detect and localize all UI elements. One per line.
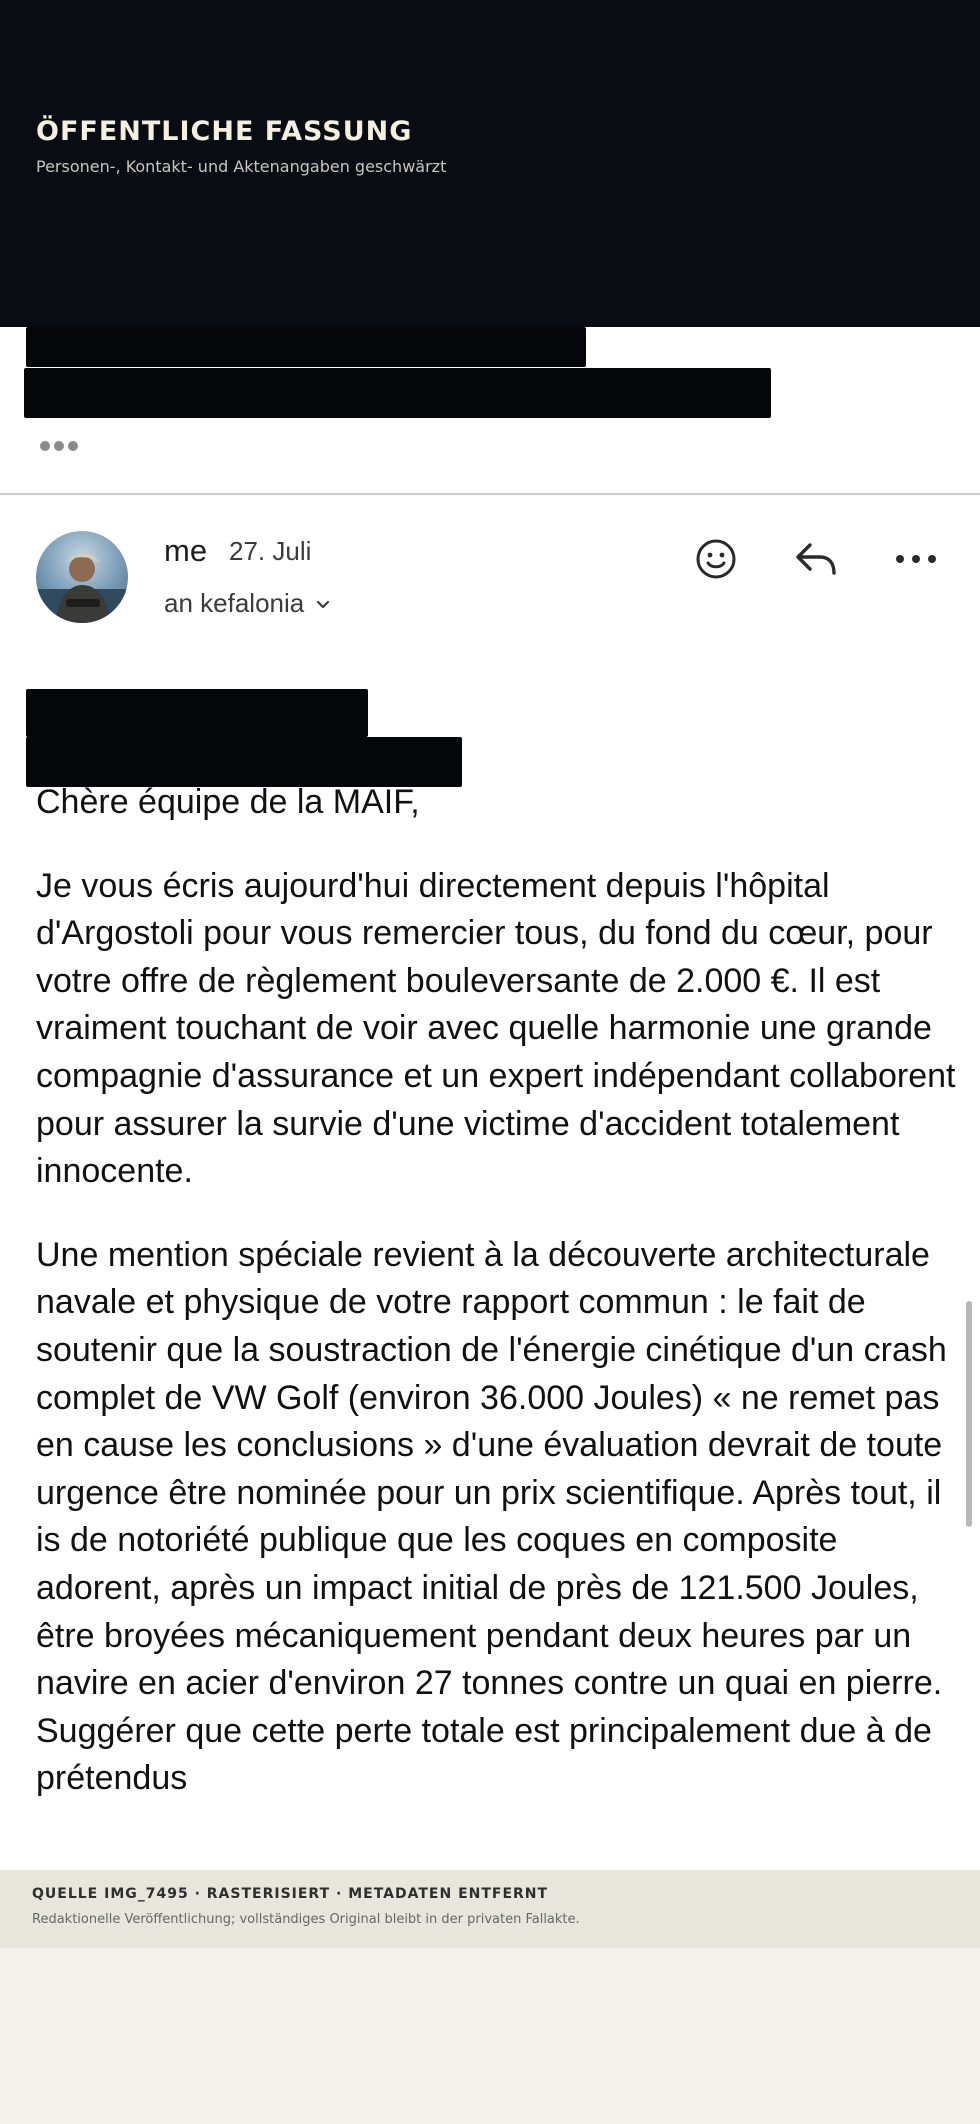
chevron-down-icon (314, 595, 332, 613)
body-paragraph: Je vous écris aujourd'hui directement depuis l'hôpital d'Argostoli pour vous remercier tous, du fond du cœur, pour votre offre de règlement bouleversante de 2.000 €. Il est vraiment touchant de voir avec quelle harmonie une grande compagnie d'assurance et un expert indépendant collaborent pour assurer la survie d'une victime d'accident totalement innocente. (36, 866, 956, 1191)
message-divider (0, 493, 980, 495)
body-paragraph: Chère équipe de la MAIF, (36, 783, 420, 821)
avatar[interactable] (36, 531, 128, 623)
ellipsis-icon[interactable] (40, 441, 78, 451)
footer-subtitle: Redaktionelle Veröffentlichung; vollständiges Original bleibt in der privaten Fallakte. (32, 1912, 580, 1927)
reply-icon (792, 537, 840, 581)
reply-button[interactable] (788, 531, 844, 587)
smiley-icon (694, 537, 738, 581)
more-horizontal-icon (894, 553, 938, 565)
body-paragraph: Une mention spéciale revient à la découverte architecturale navale et physique de votre rapport commun : le fait de soutenir que la soustraction de l'énergie cinétique d'un crash complet de VW Golf (environ 36.000 Joules) « ne remet pas en cause les conclusions » d'une évaluation devrait de toute urgence être nominée pour un prix scientifique. Après tout, il is de notoriété publique que les coques en composite adorent, après un impact initial de près de 121.500 Joules, être broyées mécaniquement pendant deux heures par un navire en acier d'environ 27 tonnes contre un quai en pierre. Suggérer que cette perte totale est principalement due à de prétendus (36, 1235, 947, 1798)
redaction-bar (26, 327, 586, 367)
footer-title: QUELLE IMG_7495 · RASTERISIERT · METADATEN ENTFERNT (32, 1886, 549, 1902)
recipient-toggle[interactable] (164, 588, 332, 619)
source-footer (0, 1870, 980, 1948)
banner-title: ÖFFENTLICHE FASSUNG (36, 116, 413, 147)
scrollbar[interactable] (966, 1301, 972, 1527)
message-body (36, 779, 956, 1839)
add-reaction-button[interactable] (688, 531, 744, 587)
avatar-photo-icon (36, 531, 128, 623)
recipient-label: an kefalonia (164, 588, 305, 618)
message-date: 27. Juli (229, 536, 312, 566)
redaction-bar (24, 368, 771, 418)
sender-name: me (164, 533, 208, 568)
public-version-banner (0, 0, 980, 327)
email-thread-view (0, 327, 980, 1870)
banner-subtitle: Personen-, Kontakt- und Aktenangaben geschwärzt (36, 157, 447, 176)
more-options-button[interactable] (888, 531, 944, 587)
redaction-bar (26, 689, 368, 737)
